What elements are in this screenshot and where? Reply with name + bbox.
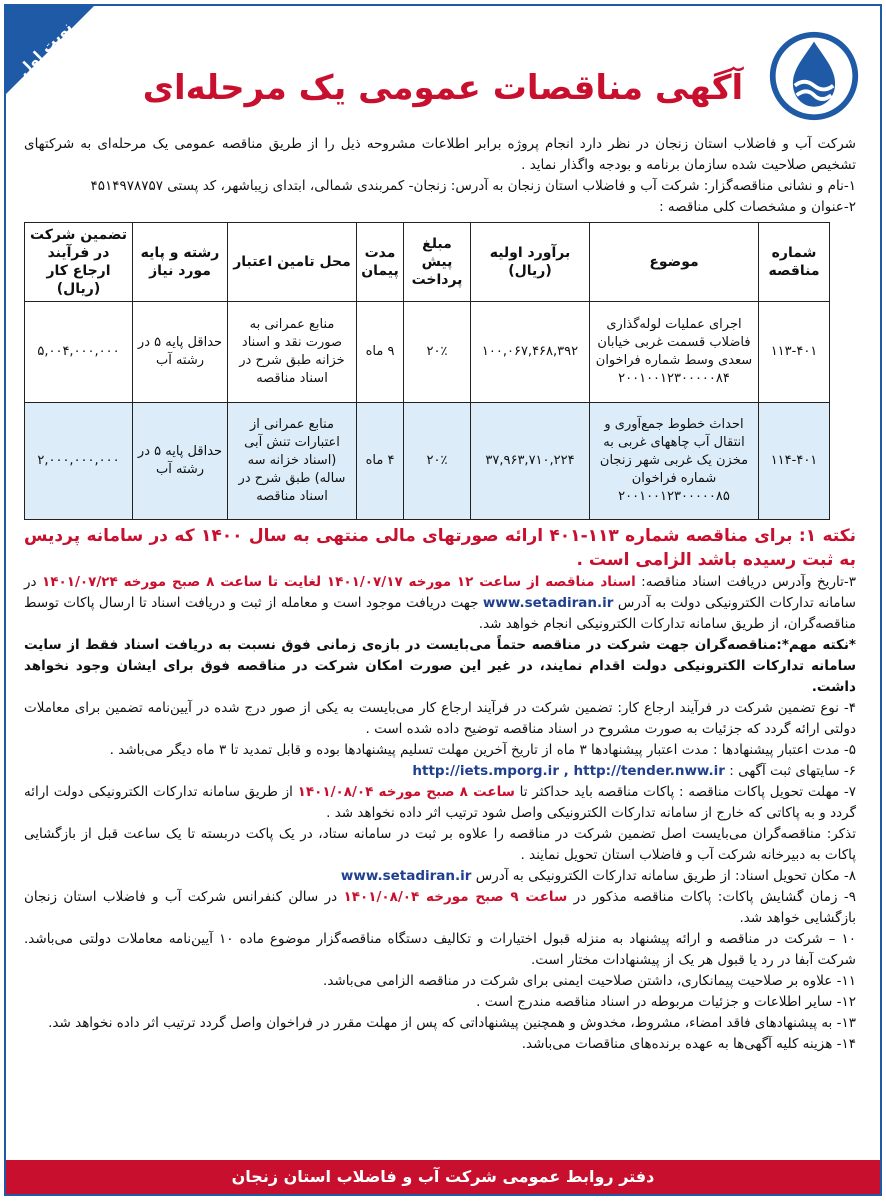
cell-subject: اجرای عملیات لوله‌گذاری فاضلاب قسمت غربی خیابان سعدی وسط شماره فراخوان ۲۰۰۱۰۰۱۲۳۰۰۰۰۰۸۴ bbox=[590, 302, 759, 403]
footer: دفتر روابط عمومی شرکت آب و فاضلاب استان زنجان bbox=[6, 1160, 880, 1194]
cell-estimate: ۱۰۰,۰۶۷,۴۶۸,۳۹۲ bbox=[471, 302, 590, 403]
table-row bbox=[25, 302, 830, 403]
docs-date-range: اسناد مناقصه از ساعت ۱۲ مورخه ۱۴۰۱/۰۷/۱۷ لغایت تا ساعت ۸ صبح مورخه ۱۴۰۱/۰۷/۲۴ bbox=[41, 574, 636, 590]
item-13: ۱۳- به پیشنهادهای فاقد امضاء، مشروط، مخدوش و همچنین پیشنهاداتی که پس از مهلت مقرر در فراخوان واصل گردد ترتیب اثر داده نخواهد شد. bbox=[48, 1015, 856, 1031]
header bbox=[6, 6, 880, 134]
cell-estimate: ۳۷,۹۶۳,۷۱۰,۲۲۴ bbox=[471, 403, 590, 520]
cell-number: ۱۱۴-۴۰۱ bbox=[759, 403, 830, 520]
note-1: نکته ۱: برای مناقصه شماره ۱۱۳-۴۰۱ ارائه صورتهای مالی منتهی به سال ۱۴۰۰ که در سامانه پردیس به ثبت رسیده باشد الزامی است . bbox=[24, 526, 857, 570]
item-4: ۴- نوع تضمین شرکت در فرآیند ارجاع کار: تضمین شرکت در فرآیند ارجاع کار می‌بایست به یکی از صور درج شده در آیین‌نامه تضمین برای معاملات دولتی ارائه گردد که جزئیات به صورت مشروح در اسناد مناقصه توضیح داده شده است . bbox=[24, 700, 856, 737]
item-3: ۳-تاریخ وآدرس دریافت اسناد مناقصه: اسناد مناقصه از ساعت ۱۲ مورخه ۱۴۰۱/۰۷/۱۷ لغایت تا ساعت ۸ صبح مورخه ۱۴۰۱/۰۷/۲۴ در سامانه تدارکات الکترونیکی دولت به آدرس www.setadiran.ir جهت دریافت موجود است و معامله از ثبت و دریافت اسناد تا ارسال پاکات توسط مناقصه‌گران، از طریق سامانه تدارکات الکترونیکی انجام خواهد شد. bbox=[24, 574, 856, 632]
col-funding: محل تامین اعتبار bbox=[228, 223, 357, 302]
item-5: ۵- مدت اعتبار پیشنهادها : مدت اعتبار پیشنهادها ۳ ماه از تاریخ آخرین مهلت تسلیم پیشنهادها بوده و قابل تمدید تا ۳ ماه دیگر می‌باشد . bbox=[109, 742, 856, 758]
cell-number: ۱۱۳-۴۰۱ bbox=[759, 302, 830, 403]
table-header-row bbox=[25, 223, 830, 302]
col-guarantee: تضمین شرکت در فرآیند ارجاع کار (ریال) bbox=[25, 223, 133, 302]
cell-guarantee: ۲,۰۰۰,۰۰۰,۰۰۰ bbox=[25, 403, 133, 520]
cell-funding: منابع عمرانی از اعتبارات تنش آبی (اسناد خزانه سه ساله) طبق شرح در اسناد مناقصه bbox=[228, 403, 357, 520]
intro-block bbox=[6, 134, 880, 218]
tender-table bbox=[24, 222, 830, 520]
col-estimate: برآورد اولیه (ریال) bbox=[471, 223, 590, 302]
item-8: ۸- مکان تحویل اسناد: از طریق سامانه تدارکات الکترونیکی به آدرس www.setadiran.ir bbox=[340, 868, 856, 884]
opening-time: ساعت ۹ صبح مورخه ۱۴۰۱/۰۸/۰۴ bbox=[343, 889, 568, 905]
page-title: آگهی مناقصات عمومی یک مرحله‌ای bbox=[142, 68, 744, 108]
cell-duration: ۴ ماه bbox=[357, 403, 404, 520]
cell-funding: منابع عمرانی به صورت نقد و اسناد خزانه طبق شرح در اسناد مناقصه bbox=[228, 302, 357, 403]
cell-subject: احداث خطوط جمع‌آوری و انتقال آب چاههای غربی به مخزن یک غربی شهر زنجان شماره فراخوان ۲۰۰۱۰۰۱۲۳۰۰۰۰۰۸۵ bbox=[590, 403, 759, 520]
item-7: ۷- مهلت تحویل پاکات مناقصه : پاکات مناقصه باید حداکثر تا ساعت ۸ صبح مورخه ۱۴۰۱/۰۸/۰۴ از طریق سامانه تدارکات الکترونیکی دولت ارائه گردد و به پاکاتی که خارج از سامانه تدارکات الکترونیکی واصل شود ترتیب اثر داده نخواهد شد . bbox=[24, 784, 856, 821]
col-grade: رشته و پایه مورد نیاز bbox=[133, 223, 228, 302]
cell-prepayment: ۲۰٪ bbox=[404, 302, 471, 403]
setadiran-link[interactable]: www.setadiran.ir bbox=[482, 595, 614, 611]
item-1: ۱-نام و نشانی مناقصه‌گزار: شرکت آب و فاضلاب استان زنجان به آدرس: زنجان- کمربندی شمالی، ابتدای زیباشهر، کد پستی ۴۵۱۴۹۷۸۷۵۷ bbox=[90, 178, 856, 194]
important-note: *نکته مهم*:مناقصه‌گران جهت شرکت در مناقصه حتماً می‌بایست در بازه‌ی زمانی فوق نسبت به دریافت اسناد فقط از سایت سامانه تدارکات الکترونیکی دولت اقدام نمایند، در غیر این صورت امکان شرکت در مناقصه فوق برای ایشان وجود نخواهد داشت. bbox=[24, 637, 856, 695]
item-11: ۱۱- علاوه بر صلاحیت پیمانکاری، داشتن صلاحیت ایمنی برای شرکت در مناقصه الزامی می‌باشد. bbox=[323, 973, 856, 989]
item-10: ۱۰ – شرکت در مناقصه و ارائه پیشنهاد به منزله قبول اختیارات و تکالیف دستگاه مناقصه‌گزار موضوع ماده ۱۰ آیین‌نامه معاملات دولتی می‌باشد. شرکت آبفا در رد یا قبول هر یک از پیشنهادات مختار است. bbox=[24, 931, 856, 968]
cell-grade: حداقل پایه ۵ در رشته آب bbox=[133, 403, 228, 520]
tender-notice bbox=[4, 4, 882, 1196]
submission-deadline: ساعت ۸ صبح مورخه ۱۴۰۱/۰۸/۰۴ bbox=[297, 784, 515, 800]
setadiran-link[interactable]: www.setadiran.ir bbox=[340, 868, 472, 884]
reminder: تذکر: مناقصه‌گران می‌بایست اصل تضمین شرکت در مناقصه را علاوه بر ثبت در سامانه ستاد، در یک پاکت دربسته تا یک ساعت قبل از بازگشایی پاکات به دبیرخانه شرکت آب و فاضلاب استان تحویل نمایند . bbox=[24, 826, 856, 863]
item-12: ۱۲- سایر اطلاعات و جزئیات مربوطه در اسناد مناقصه مندرج است . bbox=[476, 994, 856, 1010]
cell-grade: حداقل پایه ۵ در رشته آب bbox=[133, 302, 228, 403]
table-row bbox=[25, 403, 830, 520]
cell-guarantee: ۵,۰۰۴,۰۰۰,۰۰۰ bbox=[25, 302, 133, 403]
col-subject: موضوع bbox=[590, 223, 759, 302]
corner-label: نوبت اول bbox=[14, 18, 76, 80]
col-number: شماره مناقصه bbox=[759, 223, 830, 302]
item-14: ۱۴- هزینه کلیه آگهی‌ها به عهده برنده‌های مناقصات می‌باشد. bbox=[521, 1036, 856, 1052]
cell-prepayment: ۲۰٪ bbox=[404, 403, 471, 520]
item-9: ۹- زمان گشایش پاکات: پاکات مناقصه مذکور در ساعت ۹ صبح مورخه ۱۴۰۱/۰۸/۰۴ در سالن کنفرانس شرکت آب و فاضلاب استان زنجان بازگشایی خواهد شد. bbox=[24, 889, 857, 926]
col-prepayment: مبلغ پیش پرداخت bbox=[404, 223, 471, 302]
tender-sites-link[interactable]: http://iets.mporg.ir , http://tender.nww.ir bbox=[412, 763, 725, 779]
cell-duration: ۹ ماه bbox=[357, 302, 404, 403]
terms-block bbox=[6, 524, 880, 1055]
intro-text: شرکت آب و فاضلاب استان زنجان در نظر دارد انجام پروژه برابر اطلاعات مشروحه ذیل را از طریق مناقصه عمومی یک مرحله‌ای به شرکتهای تشخیص صلاحیت شده سازمان برنامه و بودجه واگذار نماید . bbox=[24, 136, 856, 173]
item-2: ۲-عنوان و مشخصات کلی مناقصه : bbox=[659, 199, 856, 215]
item-6: ۶- سایتهای ثبت آگهی : http://iets.mporg.ir , http://tender.nww.ir bbox=[412, 763, 856, 779]
water-drop-logo-icon bbox=[766, 28, 862, 124]
col-duration: مدت پیمان bbox=[357, 223, 404, 302]
